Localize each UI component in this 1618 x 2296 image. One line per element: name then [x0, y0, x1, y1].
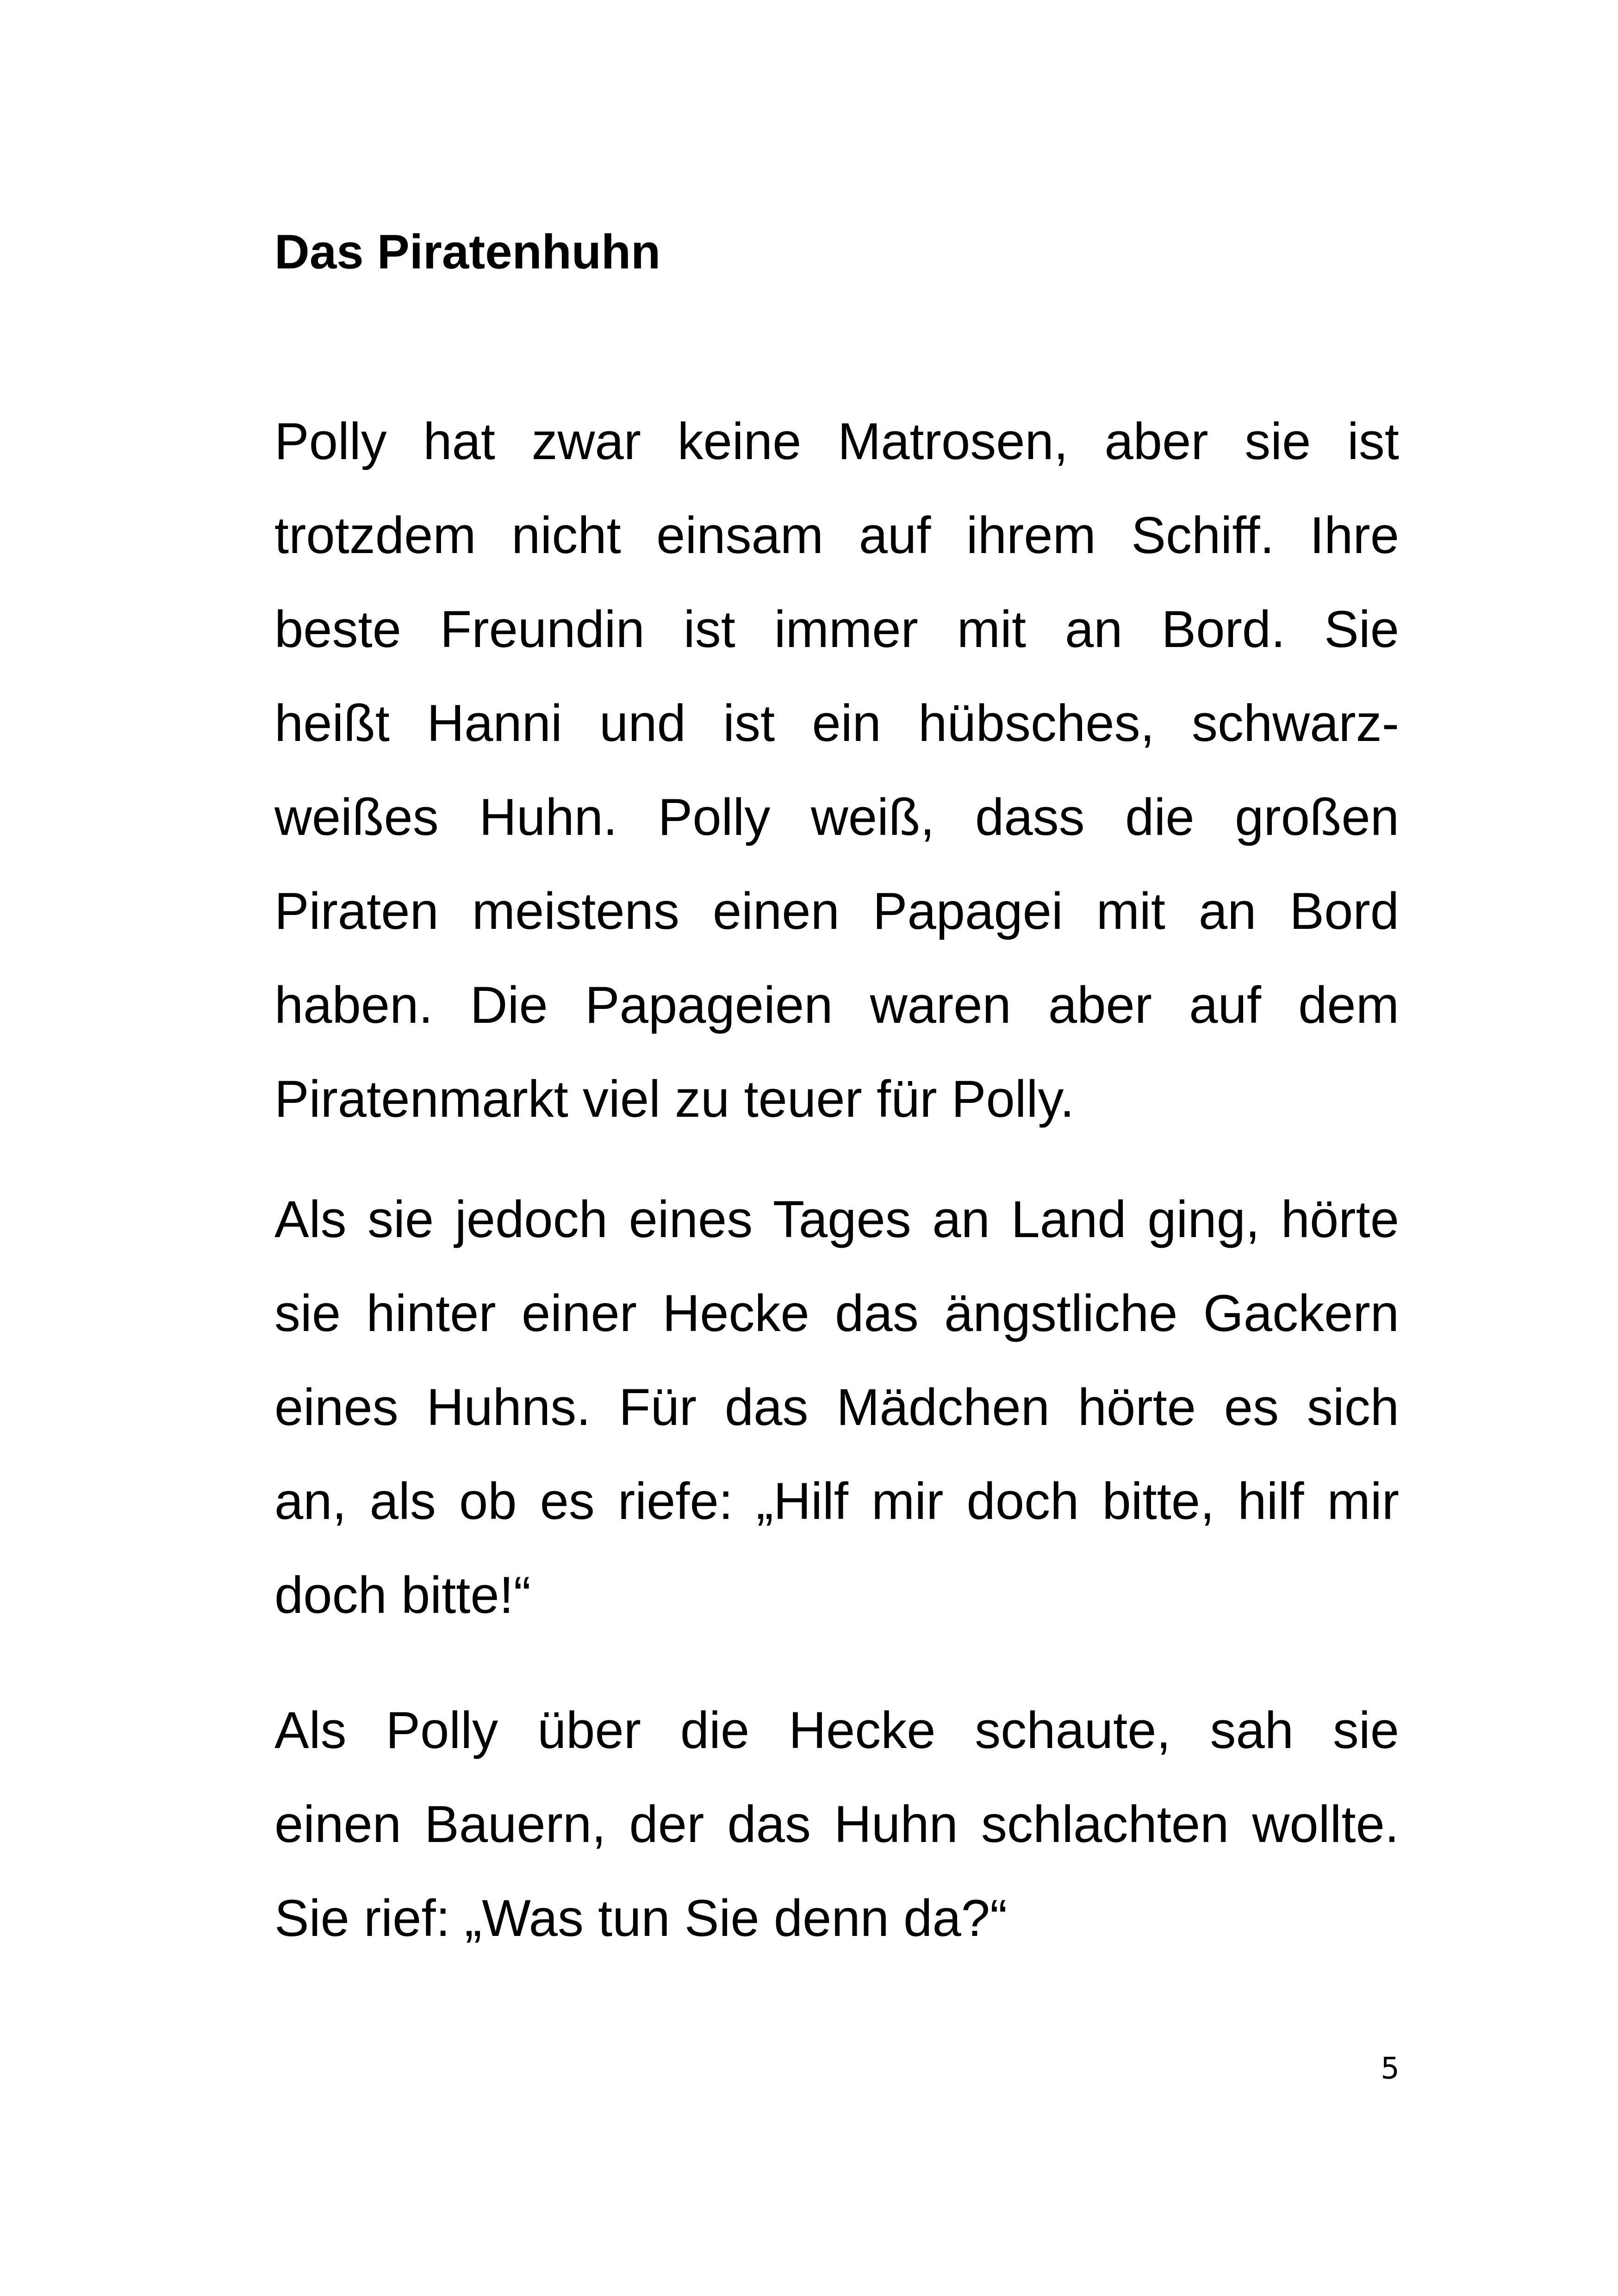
paragraph-2 [274, 1172, 1399, 1642]
paragraph-line: Polly hat zwar keine Matrosen, aber sie ist [274, 412, 1399, 470]
paragraph-line: weißes Huhn. Polly weiß, dass die großen [274, 788, 1399, 846]
paragraph-line: Als sie jedoch eines Tages an Land ging, hörte [274, 1190, 1399, 1248]
page-title: Das Piratenhuhn [274, 225, 661, 279]
paragraph-1 [274, 394, 1399, 1146]
paragraph-line: an, als ob es riefe: „Hilf mir doch bitte, hilf mir [274, 1472, 1399, 1530]
paragraph-line: Piratenmarkt viel zu teuer für Polly. [274, 1070, 1075, 1128]
paragraph-line: sie hinter einer Hecke das ängstliche Gackern [274, 1284, 1399, 1342]
paragraph-line: Sie rief: „Was tun Sie denn da?“ [274, 1889, 1008, 1947]
paragraph-line: beste Freundin ist immer mit an Bord. Sie [274, 600, 1399, 658]
page-number: 5 [1381, 2052, 1400, 2086]
paragraph-line: trotzdem nicht einsam auf ihrem Schiff. Ihre [274, 506, 1399, 564]
paragraph-line: heißt Hanni und ist ein hübsches, schwarz- [274, 694, 1399, 752]
paragraph-line: doch bitte!“ [274, 1566, 531, 1624]
paragraph-3 [274, 1683, 1399, 1965]
paragraph-line: Als Polly über die Hecke schaute, sah sie [274, 1701, 1399, 1759]
paragraph-line: haben. Die Papageien waren aber auf dem [274, 976, 1399, 1034]
paragraph-line: Piraten meistens einen Papagei mit an Bord [274, 882, 1399, 940]
paragraph-line: eines Huhns. Für das Mädchen hörte es sich [274, 1378, 1399, 1436]
paragraph-line: einen Bauern, der das Huhn schlachten wollte. [274, 1795, 1399, 1853]
